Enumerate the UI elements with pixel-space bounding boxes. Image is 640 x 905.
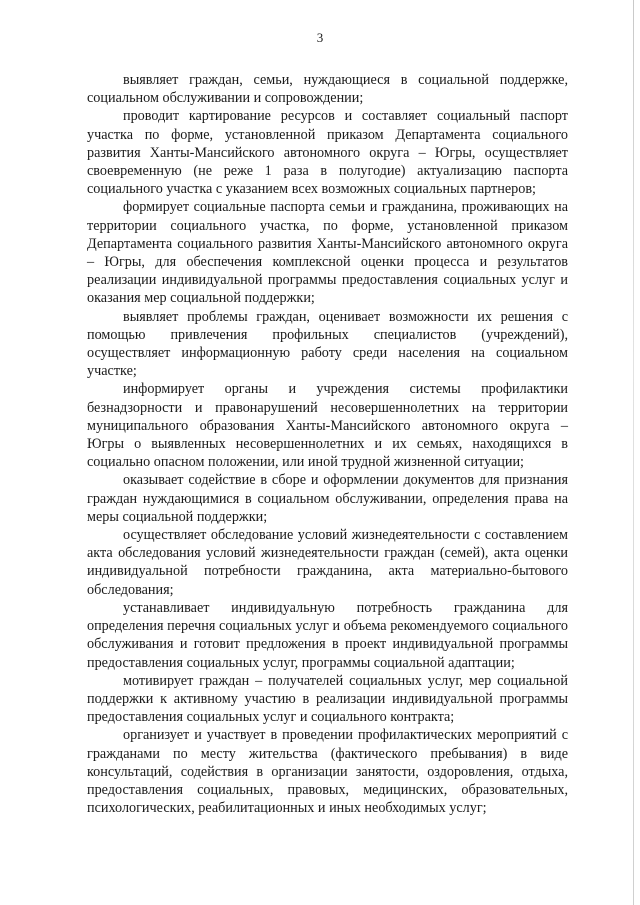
paragraph-motivates-recipients: мотивирует граждан – получателей социальных услуг, мер социальной поддержки к активному участию в реализации индивидуальной программы предоставления социальных услуг и социального контракта;: [87, 672, 568, 726]
paragraph-identifies-citizens: выявляет граждан, семьи, нуждающиеся в социальной поддержке, социальном обслуживании и сопровождении;: [87, 72, 568, 107]
page-number: 3: [316, 30, 324, 45]
document-body: [87, 71, 568, 817]
paragraph-document-assistance: оказывает содействие в сборе и оформлении документов для признания граждан нуждающимися в социальном обслуживании, определения права на меры социальной поддержки;: [87, 472, 568, 525]
paragraph-individual-needs: устанавливает индивидуальную потребность гражданина для определения перечня социальных услуг и объема рекомендуемого социального обслуживания и готовит предложения в проект индивидуальной программы предоставления социальных услуг, программы социальной адаптации;: [87, 599, 568, 671]
paragraph-living-conditions-survey: осуществляет обследование условий жизнедеятельности с составлением акта обследования условий жизнедеятельности граждан (семей), акта оценки индивидуальной потребности гражданина, акта материально-бытового обследования;: [87, 527, 568, 598]
paragraph-informs-authorities: информирует органы и учреждения системы профилактики безнадзорности и правонарушений несовершеннолетних на территории муниципального образования Ханты-Мансийского автономного округа – Югры о выявленных несовершеннолетних и их семьях, находящихся в социально опасном положении, или иной трудной жизненной ситуации;: [87, 381, 568, 471]
paragraph-resource-mapping: проводит картирование ресурсов и составляет социальный паспорт участка по форме, установленной приказом Департамента социального развития Ханты-Мансийского автономного округа – Югры, осуществляет своевременную (не реже 1 раза в полугодие) актуализацию паспорта социального участка с указанием всех возможных социальных партнеров;: [87, 108, 568, 198]
page-edge-shadow: [633, 0, 634, 905]
paragraph-social-passports: формирует социальные паспорта семьи и гражданина, проживающих на территории социального участка, по форме, установленной приказом Департамента социального развития Ханты-Мансийского автономного округа – Югры, для обеспечения комплексной оценки процесса и результатов реализации индивидуальной программы предоставления социальных услуг и оказания мер социальной поддержки;: [87, 199, 568, 307]
paragraph-identifies-problems: выявляет проблемы граждан, оценивает возможности их решения с помощью привлечения профильных специалистов (учреждений), осуществляет информационную работу среди населения на социальном участке;: [87, 308, 568, 380]
paragraph-preventive-activities: организует и участвует в проведении профилактических мероприятий с гражданами по месту жительства (фактического пребывания) в виде консультаций, содействия в организации занятости, оздоровления, отдыха, предоставления социальных, правовых, медицинских, образовательных, психологических, реабилитационных и иных необходимых услуг;: [87, 727, 568, 817]
